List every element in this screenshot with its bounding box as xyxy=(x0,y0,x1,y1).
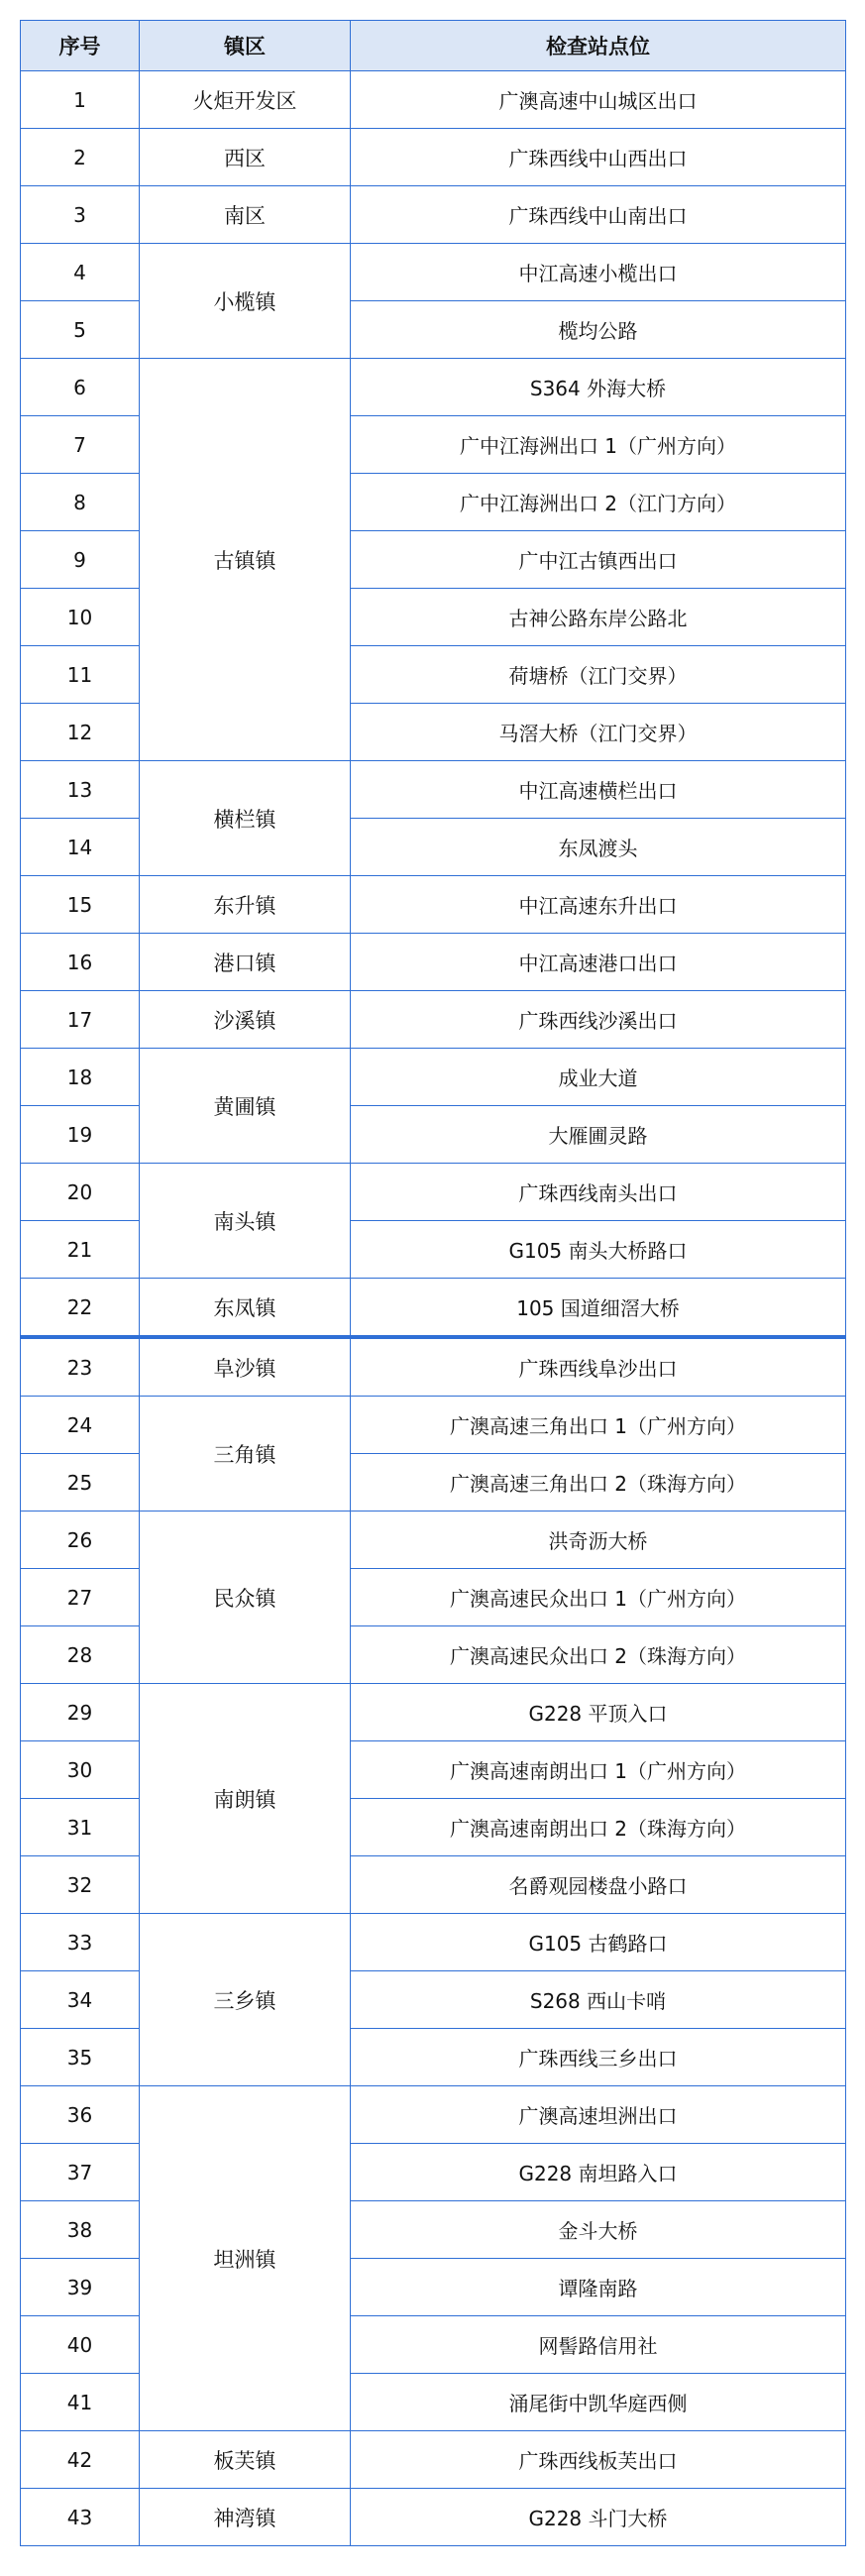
town-cell: 三角镇 xyxy=(140,1397,351,1512)
site-cell: 广澳高速中山城区出口 xyxy=(351,71,846,129)
site-cell: 广澳高速坦洲出口 xyxy=(351,2086,846,2144)
row-number: 36 xyxy=(21,2086,140,2144)
site-cell: 广中江海洲出口 1（广州方向） xyxy=(351,416,846,474)
row-number: 4 xyxy=(21,244,140,301)
row-number: 37 xyxy=(21,2144,140,2201)
town-cell: 古镇镇 xyxy=(140,359,351,761)
town-cell: 坦洲镇 xyxy=(140,2086,351,2431)
row-number: 8 xyxy=(21,474,140,531)
table-row xyxy=(21,244,846,301)
table-body xyxy=(21,71,846,2546)
site-cell: 洪奇沥大桥 xyxy=(351,1512,846,1569)
town-cell: 神湾镇 xyxy=(140,2489,351,2546)
site-cell: G228 斗门大桥 xyxy=(351,2489,846,2546)
table-row xyxy=(21,1279,846,1338)
town-cell: 阜沙镇 xyxy=(140,1337,351,1397)
checkpoint-table xyxy=(20,20,846,2546)
site-cell: 谭隆南路 xyxy=(351,2259,846,2316)
row-number: 27 xyxy=(21,1569,140,1626)
site-cell: S364 外海大桥 xyxy=(351,359,846,416)
row-number: 23 xyxy=(21,1337,140,1397)
site-cell: 广珠西线三乡出口 xyxy=(351,2029,846,2086)
town-cell: 板芙镇 xyxy=(140,2431,351,2489)
site-cell: 广中江海洲出口 2（江门方向） xyxy=(351,474,846,531)
table-row xyxy=(21,991,846,1049)
table-row xyxy=(21,2489,846,2546)
row-number: 3 xyxy=(21,186,140,244)
row-number: 22 xyxy=(21,1279,140,1338)
row-number: 33 xyxy=(21,1914,140,1971)
town-cell: 东凤镇 xyxy=(140,1279,351,1338)
table-row xyxy=(21,2086,846,2144)
site-cell: G105 南头大桥路口 xyxy=(351,1221,846,1279)
site-cell: 广珠西线板芙出口 xyxy=(351,2431,846,2489)
header-number: 序号 xyxy=(21,21,140,71)
site-cell: 广澳高速三角出口 2（珠海方向） xyxy=(351,1454,846,1512)
row-number: 1 xyxy=(21,71,140,129)
row-number: 16 xyxy=(21,934,140,991)
site-cell: 中江高速东升出口 xyxy=(351,876,846,934)
table-row xyxy=(21,1337,846,1397)
town-cell: 三乡镇 xyxy=(140,1914,351,2086)
town-cell: 横栏镇 xyxy=(140,761,351,876)
site-cell: 广澳高速三角出口 1（广州方向） xyxy=(351,1397,846,1454)
table-row xyxy=(21,1512,846,1569)
town-cell: 小榄镇 xyxy=(140,244,351,359)
town-cell: 南区 xyxy=(140,186,351,244)
site-cell: 广澳高速南朗出口 2（珠海方向） xyxy=(351,1799,846,1856)
row-number: 34 xyxy=(21,1971,140,2029)
table-row xyxy=(21,761,846,819)
site-cell: 广澳高速南朗出口 1（广州方向） xyxy=(351,1741,846,1799)
row-number: 17 xyxy=(21,991,140,1049)
town-cell: 西区 xyxy=(140,129,351,186)
site-cell: 金斗大桥 xyxy=(351,2201,846,2259)
row-number: 24 xyxy=(21,1397,140,1454)
row-number: 26 xyxy=(21,1512,140,1569)
row-number: 18 xyxy=(21,1049,140,1106)
table-row xyxy=(21,1164,846,1221)
site-cell: 成业大道 xyxy=(351,1049,846,1106)
row-number: 29 xyxy=(21,1684,140,1741)
row-number: 32 xyxy=(21,1856,140,1914)
row-number: 31 xyxy=(21,1799,140,1856)
row-number: 10 xyxy=(21,589,140,646)
table-row xyxy=(21,2431,846,2489)
site-cell: 古神公路东岸公路北 xyxy=(351,589,846,646)
row-number: 14 xyxy=(21,819,140,876)
row-number: 7 xyxy=(21,416,140,474)
site-cell: 马滘大桥（江门交界） xyxy=(351,704,846,761)
row-number: 12 xyxy=(21,704,140,761)
row-number: 40 xyxy=(21,2316,140,2374)
table-row xyxy=(21,1397,846,1454)
town-cell: 沙溪镇 xyxy=(140,991,351,1049)
table-row xyxy=(21,186,846,244)
town-cell: 火炬开发区 xyxy=(140,71,351,129)
site-cell: 涌尾街中凯华庭西侧 xyxy=(351,2374,846,2431)
table-row xyxy=(21,1914,846,1971)
row-number: 28 xyxy=(21,1626,140,1684)
site-cell: 荷塘桥（江门交界） xyxy=(351,646,846,704)
row-number: 9 xyxy=(21,531,140,589)
table-row xyxy=(21,876,846,934)
checkpoint-table-container xyxy=(20,20,845,2546)
site-cell: 中江高速港口出口 xyxy=(351,934,846,991)
town-cell: 民众镇 xyxy=(140,1512,351,1684)
table-row xyxy=(21,129,846,186)
row-number: 13 xyxy=(21,761,140,819)
site-cell: 广珠西线中山南出口 xyxy=(351,186,846,244)
table-row xyxy=(21,71,846,129)
site-cell: 广澳高速民众出口 2（珠海方向） xyxy=(351,1626,846,1684)
site-cell: S268 西山卡哨 xyxy=(351,1971,846,2029)
table-header-row xyxy=(21,21,846,71)
site-cell: 名爵观园楼盘小路口 xyxy=(351,1856,846,1914)
table-row xyxy=(21,359,846,416)
town-cell: 黄圃镇 xyxy=(140,1049,351,1164)
row-number: 11 xyxy=(21,646,140,704)
site-cell: 网髻路信用社 xyxy=(351,2316,846,2374)
town-cell: 南头镇 xyxy=(140,1164,351,1279)
row-number: 25 xyxy=(21,1454,140,1512)
table-row xyxy=(21,934,846,991)
header-town: 镇区 xyxy=(140,21,351,71)
site-cell: 广澳高速民众出口 1（广州方向） xyxy=(351,1569,846,1626)
row-number: 21 xyxy=(21,1221,140,1279)
row-number: 6 xyxy=(21,359,140,416)
row-number: 35 xyxy=(21,2029,140,2086)
site-cell: G228 平顶入口 xyxy=(351,1684,846,1741)
site-cell: 榄均公路 xyxy=(351,301,846,359)
row-number: 15 xyxy=(21,876,140,934)
row-number: 2 xyxy=(21,129,140,186)
town-cell: 南朗镇 xyxy=(140,1684,351,1914)
row-number: 30 xyxy=(21,1741,140,1799)
site-cell: 东凤渡头 xyxy=(351,819,846,876)
row-number: 42 xyxy=(21,2431,140,2489)
row-number: 39 xyxy=(21,2259,140,2316)
row-number: 38 xyxy=(21,2201,140,2259)
site-cell: G228 南坦路入口 xyxy=(351,2144,846,2201)
table-row xyxy=(21,1684,846,1741)
site-cell: 大雁圃灵路 xyxy=(351,1106,846,1164)
town-cell: 港口镇 xyxy=(140,934,351,991)
row-number: 5 xyxy=(21,301,140,359)
header-site: 检查站点位 xyxy=(351,21,846,71)
row-number: 43 xyxy=(21,2489,140,2546)
site-cell: 广珠西线沙溪出口 xyxy=(351,991,846,1049)
site-cell: 中江高速横栏出口 xyxy=(351,761,846,819)
site-cell: 中江高速小榄出口 xyxy=(351,244,846,301)
site-cell: 105 国道细滘大桥 xyxy=(351,1279,846,1338)
site-cell: 广珠西线阜沙出口 xyxy=(351,1337,846,1397)
row-number: 20 xyxy=(21,1164,140,1221)
site-cell: 广中江古镇西出口 xyxy=(351,531,846,589)
row-number: 41 xyxy=(21,2374,140,2431)
site-cell: 广珠西线南头出口 xyxy=(351,1164,846,1221)
table-row xyxy=(21,1049,846,1106)
row-number: 19 xyxy=(21,1106,140,1164)
site-cell: G105 古鹤路口 xyxy=(351,1914,846,1971)
site-cell: 广珠西线中山西出口 xyxy=(351,129,846,186)
town-cell: 东升镇 xyxy=(140,876,351,934)
